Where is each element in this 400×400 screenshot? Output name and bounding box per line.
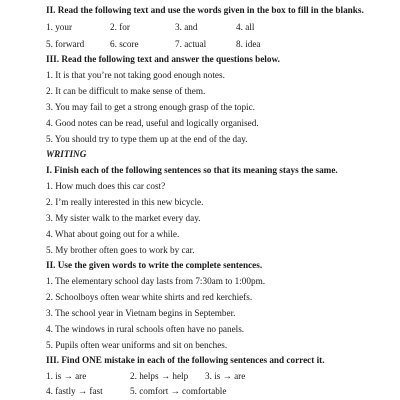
correction: 1. is → are (46, 371, 87, 381)
section-heading-notes: III. Read the following text and answer the questions below. (46, 54, 280, 64)
correction: 5. comfort → comfortable (130, 386, 227, 396)
answer-line: 1. The elementary school day lasts from 7:30am to 1:00pm. (46, 276, 266, 286)
section-heading-vocab: II. Read the following text and use the words given in the box to fill in the blanks. (46, 5, 364, 15)
answer-line: 2. It can be difficult to make sense of them. (46, 86, 206, 96)
vocab-word: 3. and (175, 22, 198, 32)
vocab-word: 4. all (236, 22, 255, 32)
section-heading-complete: II. Use the given words to write the complete sentences. (46, 260, 263, 270)
correction: 4. fastly → fast (46, 386, 103, 396)
writing-label: WRITING (46, 149, 87, 159)
answer-line: 2. Schoolboys often wear white shirts and red kerchiefs. (46, 292, 253, 302)
vocab-word: 1. your (46, 22, 73, 32)
answer-line: 3. My sister walk to the market every day. (46, 213, 201, 223)
vocab-word: 6. score (110, 39, 139, 49)
section-heading-mistakes: III. Find ONE mistake in each of the following sentences and correct it. (46, 355, 325, 365)
answer-line: 5. You should try to type them up at the end of the day. (46, 134, 248, 144)
answer-line: 4. The windows in rural schools often have no panels. (46, 324, 245, 334)
answer-line: 1. How much does this car cost? (46, 181, 166, 191)
vocab-word: 5. forward (46, 39, 85, 49)
vocab-word: 8. idea (236, 39, 261, 49)
answer-line: 5. Pupils often wear uniforms and sit on benches. (46, 340, 228, 350)
answer-line: 3. You may fail to get a strong enough grasp of the topic. (46, 102, 255, 112)
answer-line: 4. Good notes can be read, useful and logically organised. (46, 118, 259, 128)
correction: 3. is → are (205, 371, 246, 381)
answer-line: 2. I’m really interested in this new bicycle. (46, 197, 204, 207)
vocab-word: 7. actual (175, 39, 207, 49)
answer-line: 4. What about going out for a while. (46, 229, 180, 239)
correction: 2. helps → help (130, 371, 189, 381)
answer-line: 3. The school year in Vietnam begins in September. (46, 308, 236, 318)
answer-line: 5. My brother often goes to work by car. (46, 245, 195, 255)
section-heading-rewrite: I. Finish each of the following sentences so that its meaning stays the same. (46, 165, 338, 175)
vocab-word: 2. for (110, 22, 130, 32)
answer-line: 1. It is that you’re not taking good enough notes. (46, 70, 225, 80)
